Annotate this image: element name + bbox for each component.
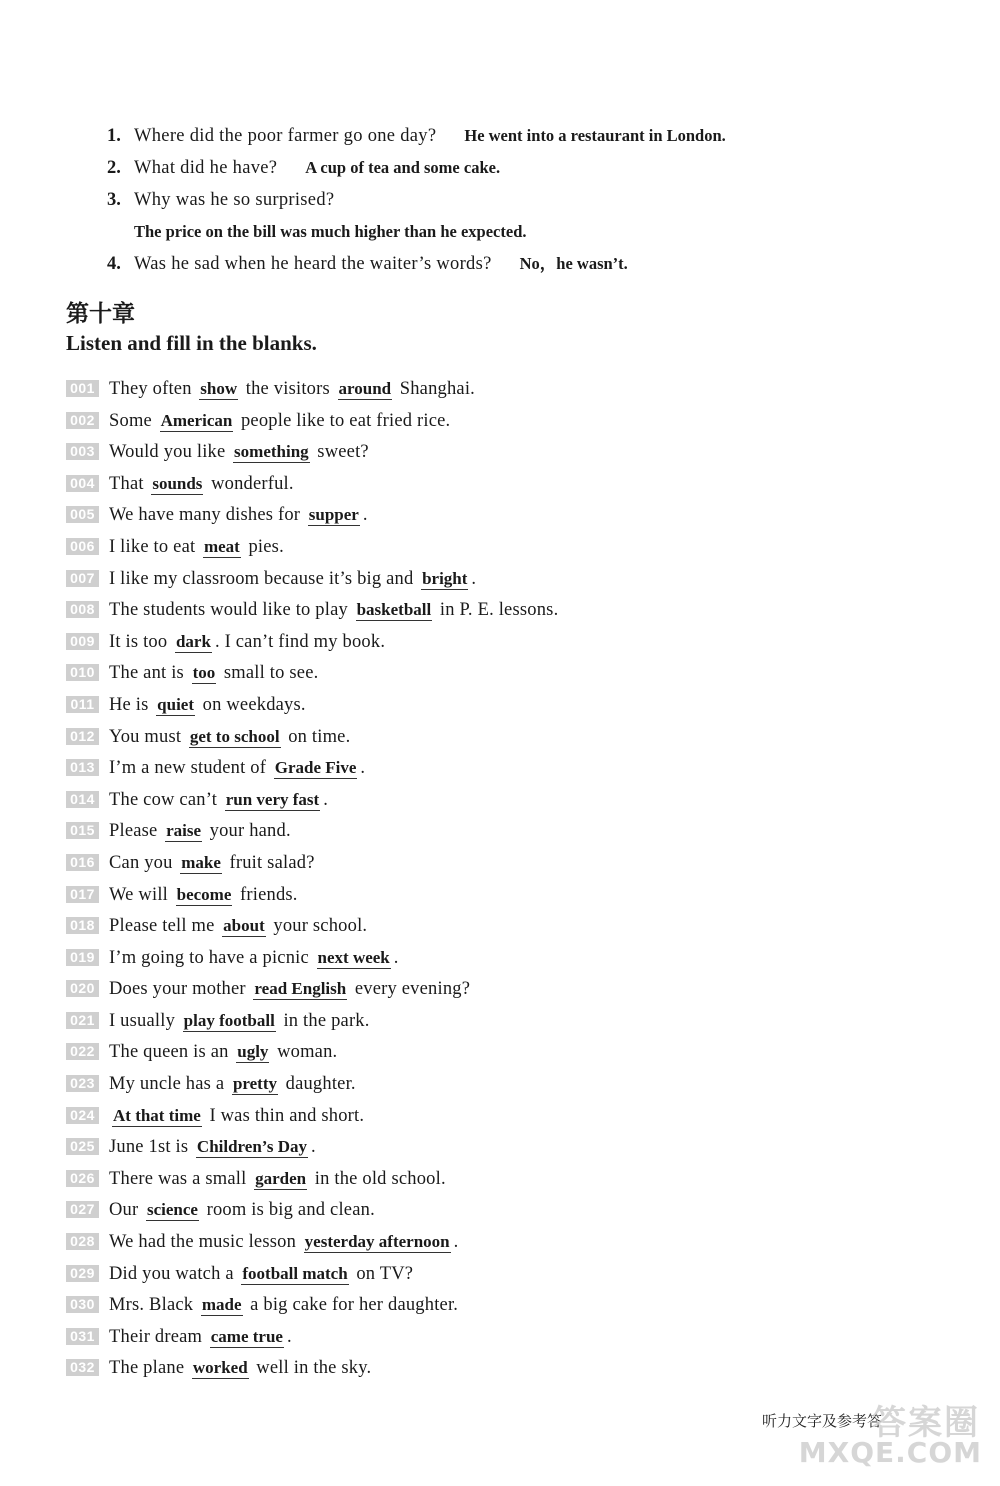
item-number-badge: 003 [66, 443, 99, 460]
item-text: It is too [109, 631, 168, 652]
item-text: Does your mother [109, 979, 246, 1000]
exercise-item [66, 1260, 946, 1292]
exercise-item [66, 565, 946, 597]
item-text: The ant is [109, 663, 184, 684]
item-number-badge: 005 [66, 506, 99, 523]
qa-number: 2. [107, 158, 121, 178]
item-number-badge: 006 [66, 538, 99, 555]
item-text: . [362, 505, 368, 526]
answer-blank: yesterday afternoon [304, 1232, 450, 1252]
chapter-title: 第十章 [66, 300, 135, 327]
item-text: in P. E. lessons. [439, 600, 559, 621]
item-number-badge: 017 [66, 886, 99, 903]
item-text: I like my classroom because it’s big and [109, 568, 414, 589]
qa-row [107, 154, 967, 186]
qa-answer: No，he wasn’t. [519, 254, 628, 273]
item-number-badge: 011 [66, 696, 99, 713]
item-number-badge: 007 [66, 570, 99, 587]
exercise-item [66, 1196, 946, 1228]
qa-answer: He went into a restaurant in London. [464, 126, 726, 145]
item-number-badge: 030 [66, 1296, 99, 1313]
item-number-badge: 028 [66, 1233, 99, 1250]
answer-blank: get to school [189, 726, 280, 746]
item-text: . I can’t find my book. [214, 631, 386, 652]
item-number-badge: 018 [66, 917, 99, 934]
exercise-item [66, 596, 946, 628]
exercise-item [66, 691, 946, 723]
item-text: room is big and clean. [206, 1200, 375, 1221]
answer-blank: supper [308, 505, 359, 525]
item-text: You must [109, 726, 182, 747]
qa-answer: The price on the bill was much higher than he expected. [134, 222, 527, 241]
item-text: Please tell me [109, 916, 215, 937]
qa-number: 1. [107, 126, 121, 146]
answer-blank: around [338, 379, 392, 398]
answer-blank: football match [242, 1263, 348, 1283]
answer-blank: next week [317, 947, 390, 967]
exercise-item [66, 1038, 946, 1070]
answer-blank: run very fast [225, 789, 320, 809]
exercise-item [66, 754, 946, 786]
exercise-item [66, 501, 946, 533]
watermark-url: MXQE.COM [798, 1436, 982, 1469]
exercise-item [66, 659, 946, 691]
item-number-badge: 002 [66, 412, 99, 429]
item-text: sweet? [317, 442, 369, 463]
item-text: small to see. [223, 663, 319, 684]
exercise-item [66, 375, 946, 407]
qa-question: Where did the poor farmer go one day? [134, 126, 437, 146]
item-number-badge: 020 [66, 980, 99, 997]
qa-list [107, 122, 967, 282]
item-number-badge: 012 [66, 728, 99, 745]
answer-blank: too [192, 663, 216, 683]
answer-blank: basketball [356, 600, 432, 620]
answer-blank: about [223, 916, 265, 936]
item-text: . [393, 947, 399, 968]
qa-number: 4. [107, 254, 121, 274]
item-text: on TV? [356, 1263, 414, 1284]
item-number-badge: 016 [66, 854, 99, 871]
section-title: Listen and fill in the blanks. [66, 331, 317, 355]
item-text: Please [109, 821, 158, 842]
answer-blank: dark [175, 631, 211, 651]
item-text: I usually [109, 1010, 176, 1031]
answer-blank: sounds [152, 473, 203, 493]
item-number-badge: 029 [66, 1265, 99, 1282]
item-number-badge: 026 [66, 1170, 99, 1187]
answer-blank: pretty [232, 1074, 277, 1094]
item-number-badge: 015 [66, 822, 99, 839]
answer-blank: show [200, 379, 238, 398]
item-text: Would you like [109, 442, 226, 463]
item-text: pies. [248, 536, 284, 557]
answer-blank: raise [166, 821, 202, 841]
exercise-item [66, 723, 946, 755]
exercise-item [66, 1291, 946, 1323]
qa-question: Why was he so surprised? [134, 190, 335, 210]
item-text: Our [109, 1200, 139, 1221]
exercise-item [66, 944, 946, 976]
answer-blank: garden [255, 1168, 307, 1188]
item-text: We had the music lesson [109, 1232, 297, 1253]
item-text: . [310, 1137, 316, 1158]
item-number-badge: 022 [66, 1043, 99, 1060]
qa-number: 3. [107, 190, 121, 210]
exercise-item [66, 786, 946, 818]
exercise-item [66, 849, 946, 881]
exercise-item [66, 912, 946, 944]
answer-blank: something [234, 442, 309, 462]
item-text: well in the sky. [256, 1358, 372, 1379]
item-text: . [323, 789, 329, 810]
item-text: a big cake for her daughter. [250, 1295, 459, 1316]
item-text: There was a small [109, 1168, 247, 1189]
item-text: That [109, 473, 144, 494]
item-text: in the old school. [314, 1168, 446, 1189]
exercise-item [66, 975, 946, 1007]
item-text: He is [109, 694, 149, 715]
item-text: daughter. [285, 1074, 356, 1095]
item-text: . [471, 568, 477, 589]
qa-row [107, 122, 967, 154]
exercise-item [66, 881, 946, 913]
item-text: . [453, 1232, 459, 1253]
item-number-badge: 023 [66, 1075, 99, 1092]
qa-question: Was he sad when he heard the waiter’s words? [134, 254, 492, 274]
answer-blank: worked [192, 1358, 248, 1378]
watermark-logo: 答案圈 [872, 1403, 980, 1443]
answer-blank: play football [183, 1010, 275, 1030]
item-text: Mrs. Black [109, 1295, 194, 1316]
exercise-item [66, 470, 946, 502]
answer-blank: came true [210, 1326, 283, 1346]
item-number-badge: 001 [66, 380, 99, 397]
exercise-item [66, 817, 946, 849]
item-text: people like to eat fried rice. [240, 410, 451, 431]
item-text: wonderful. [211, 473, 294, 494]
item-number-badge: 009 [66, 633, 99, 650]
exercise-item [66, 1007, 946, 1039]
qa-answer: A cup of tea and some cake. [305, 158, 501, 177]
item-text: The queen is an [109, 1042, 229, 1063]
item-text: in the park. [283, 1010, 370, 1031]
item-text: They often [109, 379, 192, 399]
answer-blank: bright [422, 568, 468, 588]
item-text: The cow can’t [109, 789, 218, 810]
item-number-badge: 027 [66, 1201, 99, 1218]
item-text: I’m a new student of [109, 758, 267, 779]
qa-row [107, 250, 967, 282]
item-text: Can you [109, 852, 173, 873]
item-number-badge: 021 [66, 1012, 99, 1029]
qa-question: What did he have? [134, 158, 278, 178]
item-text: woman. [277, 1042, 338, 1063]
item-text: Shanghai. [399, 379, 476, 399]
item-text: . [360, 758, 366, 779]
item-text: your hand. [209, 821, 291, 842]
item-number-badge: 031 [66, 1328, 99, 1345]
item-text: on weekdays. [202, 694, 306, 715]
item-number-badge: 010 [66, 664, 99, 681]
item-text: The plane [109, 1358, 185, 1379]
exercise-item [66, 628, 946, 660]
answer-blank: ugly [237, 1042, 269, 1062]
answer-blank: read English [254, 979, 347, 999]
exercise-item [66, 407, 946, 439]
exercise-item [66, 1102, 946, 1134]
item-text: We have many dishes for [109, 505, 301, 526]
item-text: I’m going to have a picnic [109, 947, 309, 968]
item-text: . [286, 1326, 292, 1347]
item-number-badge: 032 [66, 1359, 99, 1376]
item-text: your school. [273, 916, 368, 937]
item-text: I was thin and short. [209, 1105, 365, 1126]
exercise-list [66, 375, 946, 1386]
answer-blank: meat [203, 536, 240, 556]
item-number-badge: 024 [66, 1107, 99, 1124]
item-number-badge: 004 [66, 475, 99, 492]
page-footer: 听力文字及参考答 [761, 1412, 882, 1430]
item-number-badge: 014 [66, 791, 99, 808]
answer-blank: quiet [157, 694, 195, 714]
answer-blank: science [147, 1200, 198, 1220]
item-text: on time. [288, 726, 351, 747]
item-number-badge: 013 [66, 759, 99, 776]
item-number-badge: 008 [66, 601, 99, 618]
answer-blank: Children’s Day [196, 1137, 307, 1157]
answer-blank: made [201, 1295, 242, 1315]
exercise-item [66, 438, 946, 470]
item-text: fruit salad? [229, 852, 315, 873]
qa-row [107, 186, 967, 218]
answer-blank: Grade Five [274, 758, 357, 778]
answer-blank: At that time [113, 1105, 201, 1125]
answer-blank: American [160, 410, 233, 430]
qa-row-continuation [107, 218, 967, 250]
exercise-item [66, 1323, 946, 1355]
exercise-item [66, 1228, 946, 1260]
exercise-item [66, 1165, 946, 1197]
item-text: The students would like to play [109, 600, 348, 621]
item-text: friends. [240, 884, 298, 905]
item-text: every evening? [354, 979, 471, 1000]
exercise-item [66, 1354, 946, 1386]
item-number-badge: 025 [66, 1138, 99, 1155]
exercise-item [66, 1070, 946, 1102]
answer-blank: make [181, 852, 221, 872]
item-text: the visitors [245, 379, 330, 399]
item-number-badge: 019 [66, 949, 99, 966]
exercise-item [66, 1133, 946, 1165]
answer-blank: become [176, 884, 232, 904]
item-text: Some [109, 410, 152, 431]
exercise-item [66, 533, 946, 565]
item-text: Their dream [109, 1326, 203, 1347]
item-text: Did you watch a [109, 1263, 234, 1284]
item-text: I like to eat [109, 536, 196, 557]
item-text: June 1st is [109, 1137, 189, 1158]
item-text: We will [109, 884, 168, 905]
item-text: My uncle has a [109, 1074, 225, 1095]
